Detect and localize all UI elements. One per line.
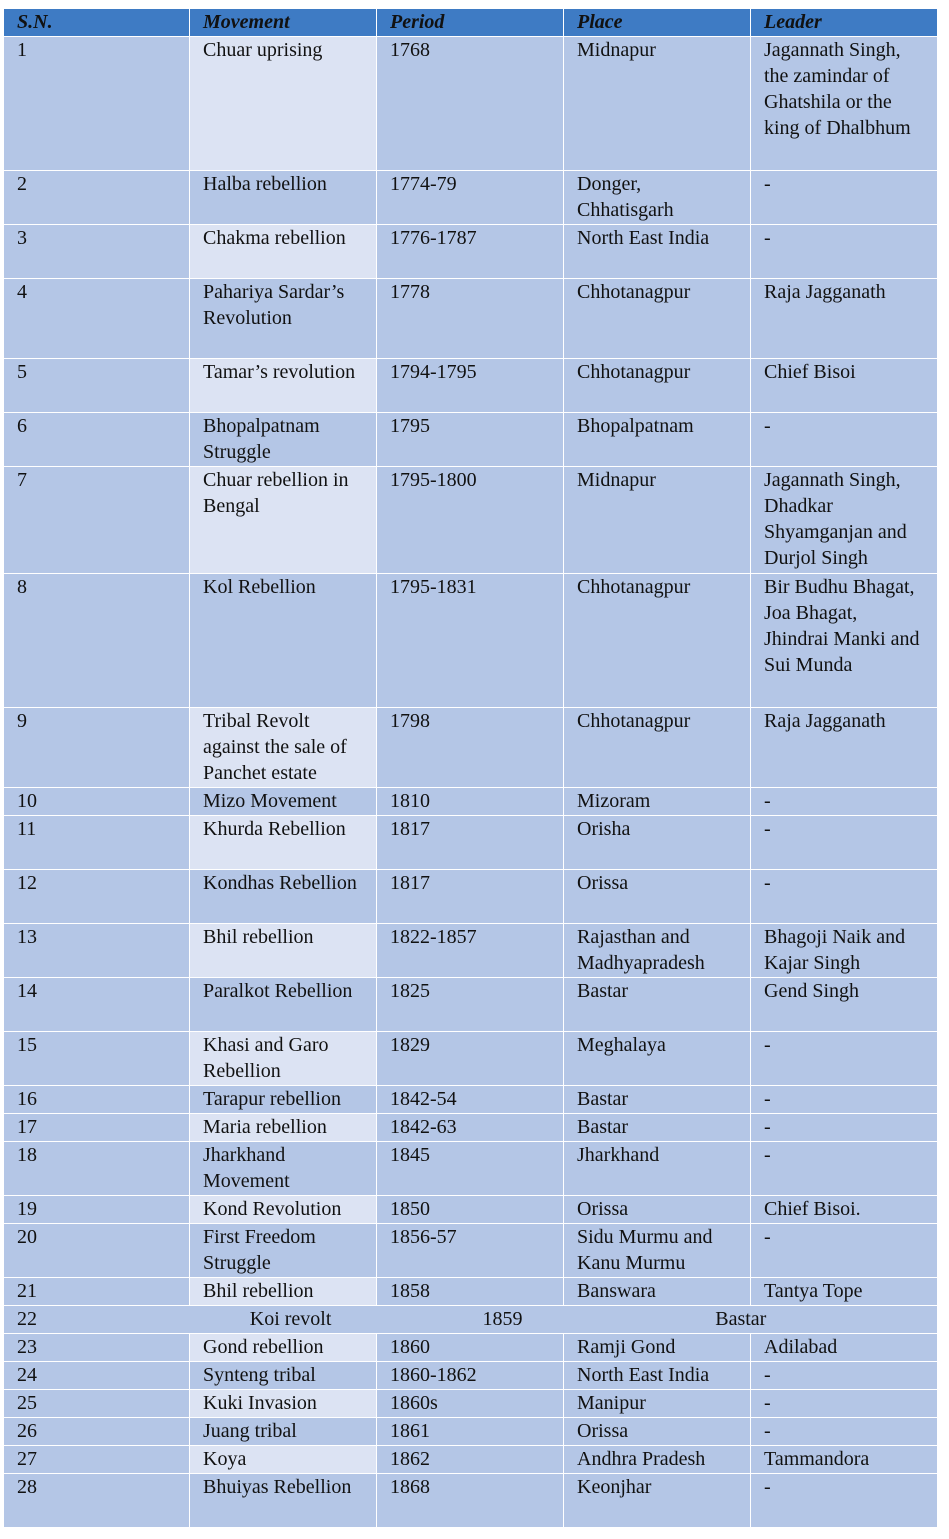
cell-place: Sidu Murmu and Kanu Murmu (564, 1224, 751, 1278)
cell-period: 1798 (377, 708, 564, 788)
cell-sn: 1 (4, 37, 190, 171)
cell-place: North East India (564, 1362, 751, 1390)
cell-sn: 9 (4, 708, 190, 788)
cell-place: Mizoram (564, 788, 751, 816)
cell-sn: 26 (4, 1418, 190, 1446)
cell-leader: - (751, 870, 938, 924)
cell-leader: - (751, 413, 938, 467)
cell-leader: - (751, 1418, 938, 1446)
table-row (4, 816, 938, 870)
cell-place: Meghalaya (564, 1032, 751, 1086)
table-row (4, 37, 938, 171)
header-leader: Leader (751, 9, 938, 37)
table-row (4, 788, 938, 816)
cell-sn: 21 (4, 1278, 190, 1306)
cell-movement: Tamar’s revolution (190, 359, 377, 413)
cell-place: Bastar (564, 1114, 751, 1142)
cell-sn: 14 (4, 978, 190, 1032)
cell-movement: Chuar uprising (190, 37, 377, 171)
cell-leader: - (751, 171, 938, 225)
cell-leader: Bir Budhu Bhagat, Joa Bhagat, Jhindrai Manki and Sui Munda (751, 574, 938, 708)
cell-place: Donger, Chhatisgarh (564, 171, 751, 225)
cell-place: Chhotanagpur (564, 279, 751, 359)
cell-movement: Gond rebellion (190, 1334, 377, 1362)
cell-place: Orissa (564, 870, 751, 924)
cell-sn: 18 (4, 1142, 190, 1196)
cell-period: 1810 (377, 788, 564, 816)
cell-movement: Tarapur rebellion (190, 1086, 377, 1114)
cell-movement: Bhuiyas Rebellion (190, 1474, 377, 1528)
cell-movement: Paralkot Rebellion (190, 978, 377, 1032)
cell-sn: 11 (4, 816, 190, 870)
cell-leader: - (751, 1390, 938, 1418)
cell-leader: Raja Jagganath (751, 708, 938, 788)
cell-leader: Chief Bisoi. (751, 1196, 938, 1224)
cell-place: Rajasthan and Madhyapradesh (564, 924, 751, 978)
cell-movement: Kondhas Rebellion (190, 870, 377, 924)
cell-period: 1795 (377, 413, 564, 467)
cell-period: 1817 (377, 870, 564, 924)
cell-sn: 20 (4, 1224, 190, 1278)
table-row (4, 870, 938, 924)
header-movement: Movement (190, 9, 377, 37)
cell-movement: Khasi and Garo Rebellion (190, 1032, 377, 1086)
cell-leader: Tantya Tope (751, 1278, 938, 1306)
table-row (4, 574, 938, 708)
cell-sn: 12 (4, 870, 190, 924)
cell-movement: Chuar rebellion in Bengal (190, 467, 377, 574)
cell-sn: 19 (4, 1196, 190, 1224)
cell-place: Chhotanagpur (564, 359, 751, 413)
cell-place: Andhra Pradesh (564, 1446, 751, 1474)
cell-place: Chhotanagpur (564, 574, 751, 708)
cell-leader: Adilabad (751, 1334, 938, 1362)
table-body (4, 37, 938, 1528)
cell-sn: 4 (4, 279, 190, 359)
table-row (4, 1224, 938, 1278)
cell-sn: 22 (17, 1308, 37, 1330)
header-period: Period (377, 9, 564, 37)
cell-movement: Kuki Invasion (190, 1390, 377, 1418)
table-row (4, 171, 938, 225)
cell-period: 1825 (377, 978, 564, 1032)
cell-movement: Halba rebellion (190, 171, 377, 225)
table-row (4, 1418, 938, 1446)
cell-sn: 8 (4, 574, 190, 708)
cell-leader: - (751, 1474, 938, 1528)
cell-leader: Jagannath Singh, Dhadkar Shyamganjan and Durjol Singh (751, 467, 938, 574)
cell-leader: - (751, 1362, 938, 1390)
cell-movement: Jharkhand Movement (190, 1142, 377, 1196)
cell-sn: 13 (4, 924, 190, 978)
cell-place: Manipur (564, 1390, 751, 1418)
merged-row-cell (4, 1306, 938, 1334)
cell-movement: Bhil rebellion (190, 924, 377, 978)
cell-leader: Chief Bisoi (751, 359, 938, 413)
cell-place: Bastar (564, 1086, 751, 1114)
cell-movement: First Freedom Struggle (190, 1224, 377, 1278)
cell-period: 1822-1857 (377, 924, 564, 978)
cell-period: 1817 (377, 816, 564, 870)
cell-leader: - (751, 788, 938, 816)
table-row (4, 1446, 938, 1474)
cell-period: 1861 (377, 1418, 564, 1446)
header-sn: S.N. (4, 9, 190, 37)
cell-period: 1862 (377, 1446, 564, 1474)
cell-leader: - (751, 1142, 938, 1196)
cell-period: 1856-57 (377, 1224, 564, 1278)
cell-period: 1850 (377, 1196, 564, 1224)
cell-movement: Koi revolt (249, 1308, 332, 1330)
table-row (4, 467, 938, 574)
cell-period: 1768 (377, 37, 564, 171)
table-header-row (4, 9, 938, 37)
cell-sn: 23 (4, 1334, 190, 1362)
table-row (4, 279, 938, 359)
cell-sn: 24 (4, 1362, 190, 1390)
cell-sn: 27 (4, 1446, 190, 1474)
cell-sn: 10 (4, 788, 190, 816)
cell-leader: - (751, 1086, 938, 1114)
cell-leader: - (751, 225, 938, 279)
cell-leader: Gend Singh (751, 978, 938, 1032)
cell-period: 1860-1862 (377, 1362, 564, 1390)
cell-place: Midnapur (564, 37, 751, 171)
cell-movement: Khurda Rebellion (190, 816, 377, 870)
cell-period: 1842-54 (377, 1086, 564, 1114)
table-row (4, 1390, 938, 1418)
cell-place: Jharkhand (564, 1142, 751, 1196)
tribal-movements-table (3, 8, 938, 1528)
cell-sn: 15 (4, 1032, 190, 1086)
cell-sn: 28 (4, 1474, 190, 1528)
table-row (4, 1114, 938, 1142)
cell-period: 1795-1800 (377, 467, 564, 574)
cell-movement: Juang tribal (190, 1418, 377, 1446)
cell-movement: Chakma rebellion (190, 225, 377, 279)
table-row (4, 1334, 938, 1362)
cell-place: Midnapur (564, 467, 751, 574)
cell-period: 1774-79 (377, 171, 564, 225)
cell-period: 1829 (377, 1032, 564, 1086)
cell-movement: Kol Rebellion (190, 574, 377, 708)
cell-leader: Jagannath Singh, the zamindar of Ghatshila or the king of Dhalbhum (751, 37, 938, 171)
cell-place: Bastar (715, 1308, 767, 1330)
table-row (4, 1278, 938, 1306)
cell-sn: 5 (4, 359, 190, 413)
cell-period: 1842-63 (377, 1114, 564, 1142)
cell-sn: 7 (4, 467, 190, 574)
cell-period: 1859 (482, 1308, 523, 1330)
cell-movement: Bhopalpatnam Struggle (190, 413, 377, 467)
table-row (4, 1032, 938, 1086)
cell-sn: 17 (4, 1114, 190, 1142)
table-row (4, 359, 938, 413)
cell-place: Orisha (564, 816, 751, 870)
table-row (4, 1142, 938, 1196)
cell-movement: Pahariya Sardar’s Revolution (190, 279, 377, 359)
cell-leader: Tammandora (751, 1446, 938, 1474)
table-row (4, 1474, 938, 1528)
cell-leader: - (751, 1114, 938, 1142)
cell-sn: 25 (4, 1390, 190, 1418)
table-row (4, 1196, 938, 1224)
table-row (4, 1086, 938, 1114)
cell-sn: 2 (4, 171, 190, 225)
cell-sn: 3 (4, 225, 190, 279)
cell-period: 1858 (377, 1278, 564, 1306)
cell-place: Banswara (564, 1278, 751, 1306)
cell-movement: Mizo Movement (190, 788, 377, 816)
cell-period: 1860 (377, 1334, 564, 1362)
table-row (4, 978, 938, 1032)
cell-sn: 16 (4, 1086, 190, 1114)
table-row (4, 1306, 938, 1334)
cell-leader: - (751, 1224, 938, 1278)
movements-table-container (3, 8, 937, 1528)
cell-period: 1845 (377, 1142, 564, 1196)
cell-movement: Koya (190, 1446, 377, 1474)
cell-place: Ramji Gond (564, 1334, 751, 1362)
table-row (4, 225, 938, 279)
cell-place: Chhotanagpur (564, 708, 751, 788)
cell-sn: 6 (4, 413, 190, 467)
cell-place: Orissa (564, 1196, 751, 1224)
table-row (4, 924, 938, 978)
cell-movement: Maria rebellion (190, 1114, 377, 1142)
cell-period: 1868 (377, 1474, 564, 1528)
table-row (4, 708, 938, 788)
cell-period: 1795-1831 (377, 574, 564, 708)
cell-movement: Bhil rebellion (190, 1278, 377, 1306)
cell-leader: Raja Jagganath (751, 279, 938, 359)
cell-movement: Tribal Revolt against the sale of Panchet estate (190, 708, 377, 788)
cell-period: 1776-1787 (377, 225, 564, 279)
cell-leader: - (751, 816, 938, 870)
table-row (4, 1362, 938, 1390)
cell-place: Bastar (564, 978, 751, 1032)
cell-leader: - (751, 1032, 938, 1086)
cell-period: 1778 (377, 279, 564, 359)
cell-movement: Kond Revolution (190, 1196, 377, 1224)
cell-place: Bhopalpatnam (564, 413, 751, 467)
cell-leader: Bhagoji Naik and Kajar Singh (751, 924, 938, 978)
cell-place: Keonjhar (564, 1474, 751, 1528)
cell-period: 1794-1795 (377, 359, 564, 413)
cell-period: 1860s (377, 1390, 564, 1418)
cell-place: Orissa (564, 1418, 751, 1446)
cell-movement: Synteng tribal (190, 1362, 377, 1390)
table-row (4, 413, 938, 467)
cell-place: North East India (564, 225, 751, 279)
header-place: Place (564, 9, 751, 37)
